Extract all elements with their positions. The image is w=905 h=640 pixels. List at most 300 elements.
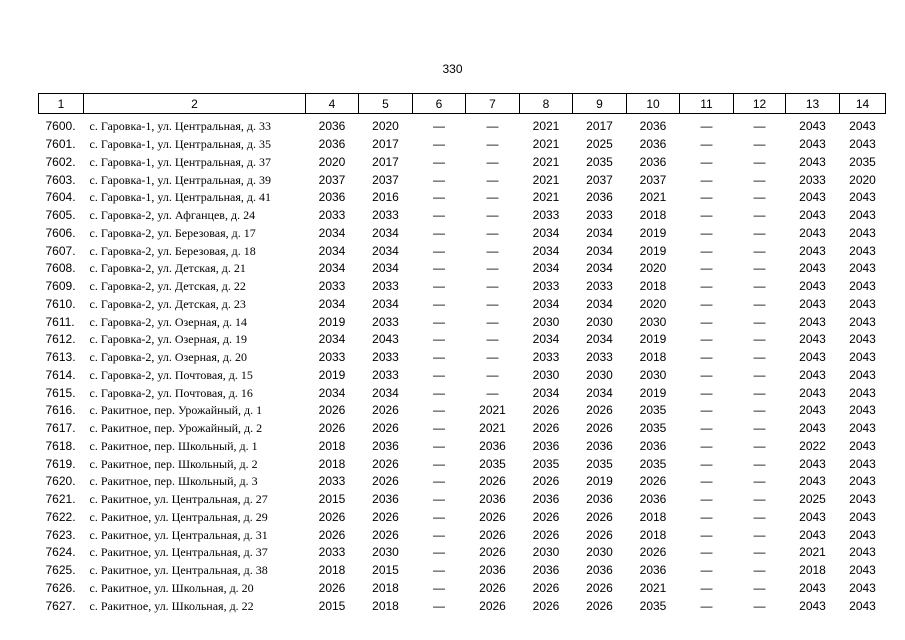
year-cell: 2043: [849, 563, 876, 578]
year-cell: 2034: [372, 243, 399, 258]
year-cell: —: [700, 190, 713, 205]
year-cell: 2026: [318, 403, 346, 418]
year-cell: —: [700, 119, 713, 134]
year-cell: —: [753, 296, 766, 311]
address-cell: с. Ракитное, ул. Школьная, д. 22: [89, 598, 254, 613]
address-cell: с. Гаровка-2, ул. Березовая, д. 17: [89, 225, 256, 240]
row-number-cell: 7626.: [45, 580, 76, 595]
table-row: [39, 225, 886, 243]
year-cell: 2034: [532, 296, 560, 311]
year-cell: 2036: [639, 438, 667, 453]
table-row: [39, 154, 886, 172]
year-cell: 2030: [532, 545, 560, 560]
year-cell: 2043: [799, 456, 826, 471]
year-cell: 2034: [586, 296, 613, 311]
year-cell: —: [433, 279, 445, 294]
row-number-cell: 7600.: [45, 119, 76, 134]
year-cell: 2021: [639, 190, 667, 205]
year-cell: 2036: [639, 492, 667, 507]
year-cell: 2033: [372, 367, 399, 382]
year-cell: —: [700, 598, 713, 613]
year-cell: 2030: [586, 545, 613, 560]
year-cell: 2026: [479, 545, 506, 560]
year-cell: —: [433, 474, 445, 489]
year-cell: 2043: [799, 385, 826, 400]
year-cell: 2043: [799, 190, 826, 205]
year-cell: —: [753, 243, 766, 258]
year-cell: —: [433, 225, 445, 240]
column-header: 12: [734, 94, 786, 114]
year-cell: 2034: [532, 261, 560, 276]
year-cell: 2043: [849, 261, 876, 276]
year-cell: —: [486, 154, 499, 169]
row-number-cell: 7627.: [45, 598, 76, 613]
year-cell: 2043: [849, 492, 876, 507]
year-cell: 2033: [799, 172, 826, 187]
year-cell: 2034: [318, 296, 346, 311]
year-cell: —: [486, 314, 499, 329]
table-row: [39, 597, 886, 615]
year-cell: —: [486, 367, 499, 382]
year-cell: —: [486, 225, 499, 240]
row-number-cell: 7601.: [45, 137, 76, 152]
row-number-cell: 7619.: [45, 456, 76, 471]
year-cell: 2030: [586, 314, 613, 329]
year-cell: 2036: [532, 492, 560, 507]
year-cell: 2033: [372, 314, 399, 329]
year-cell: 2030: [639, 314, 667, 329]
year-cell: —: [433, 545, 445, 560]
year-cell: 2020: [318, 154, 346, 169]
year-cell: 2026: [479, 509, 506, 524]
year-cell: —: [700, 225, 713, 240]
year-cell: 2018: [639, 208, 667, 223]
table-row: [39, 260, 886, 278]
row-number-cell: 7616.: [45, 403, 76, 418]
year-cell: 2037: [372, 172, 399, 187]
year-cell: —: [433, 208, 445, 223]
year-cell: 2021: [532, 119, 560, 134]
year-cell: 2036: [586, 492, 613, 507]
year-cell: 2043: [799, 403, 826, 418]
year-cell: 2043: [799, 421, 826, 436]
year-cell: 2021: [479, 403, 506, 418]
year-cell: 2026: [318, 580, 346, 595]
year-cell: —: [753, 261, 766, 276]
year-cell: —: [700, 563, 713, 578]
row-number-cell: 7617.: [45, 421, 76, 436]
year-cell: —: [486, 279, 499, 294]
year-cell: 2026: [479, 580, 506, 595]
year-cell: 2026: [532, 598, 560, 613]
year-cell: 2043: [799, 296, 826, 311]
year-cell: —: [753, 598, 766, 613]
year-cell: —: [753, 350, 766, 365]
year-cell: 2036: [479, 492, 506, 507]
address-cell: с. Ракитное, пер. Школьный, д. 2: [89, 456, 258, 471]
year-cell: 2033: [586, 208, 613, 223]
table-row: [39, 473, 886, 491]
year-cell: 2034: [586, 243, 613, 258]
year-cell: 2034: [318, 332, 346, 347]
year-cell: 2021: [532, 172, 560, 187]
year-cell: 2033: [372, 350, 399, 365]
row-number-cell: 7604.: [45, 190, 76, 205]
year-cell: 2019: [318, 314, 346, 329]
year-cell: 2043: [849, 456, 876, 471]
address-cell: с. Ракитное, пер. Школьный, д. 1: [89, 438, 258, 453]
year-cell: 2036: [532, 563, 560, 578]
year-cell: —: [753, 314, 766, 329]
year-cell: —: [486, 350, 499, 365]
year-cell: 2034: [586, 332, 613, 347]
year-cell: 2018: [318, 563, 346, 578]
year-cell: 2026: [532, 509, 560, 524]
year-cell: 2043: [849, 119, 876, 134]
address-cell: с. Гаровка-1, ул. Центральная, д. 35: [89, 137, 271, 152]
year-cell: 2034: [372, 385, 399, 400]
year-cell: —: [700, 261, 713, 276]
year-cell: —: [700, 137, 713, 152]
year-cell: —: [700, 367, 713, 382]
year-cell: 2021: [799, 545, 826, 560]
year-cell: —: [433, 119, 445, 134]
year-cell: —: [753, 172, 766, 187]
address-cell: с. Ракитное, пер. Урожайный, д. 1: [89, 403, 263, 418]
year-cell: —: [753, 154, 766, 169]
year-cell: 2035: [532, 456, 560, 471]
year-cell: —: [486, 208, 499, 223]
year-cell: 2015: [372, 563, 399, 578]
column-header: 2: [84, 94, 306, 114]
year-cell: 2026: [639, 545, 667, 560]
table-row: [39, 207, 886, 225]
row-number-cell: 7620.: [45, 474, 76, 489]
year-cell: 2026: [318, 527, 346, 542]
year-cell: —: [433, 243, 445, 258]
year-cell: 2026: [532, 527, 560, 542]
year-cell: 2043: [799, 598, 826, 613]
year-cell: 2036: [639, 137, 667, 152]
table-header-row: [39, 94, 886, 114]
year-cell: —: [753, 385, 766, 400]
row-number-cell: 7610.: [45, 296, 76, 311]
year-cell: 2043: [849, 190, 876, 205]
address-cell: с. Гаровка-2, ул. Озерная, д. 20: [89, 350, 247, 365]
year-cell: 2043: [799, 243, 826, 258]
row-number-cell: 7609.: [45, 279, 76, 294]
address-cell: с. Ракитное, ул. Центральная, д. 29: [89, 509, 268, 524]
table-body: [39, 114, 886, 616]
year-cell: —: [700, 332, 713, 347]
year-cell: 2021: [532, 154, 560, 169]
year-cell: 2043: [799, 261, 826, 276]
year-cell: 2043: [849, 332, 876, 347]
year-cell: —: [433, 456, 445, 471]
year-cell: 2033: [372, 279, 399, 294]
year-cell: 2026: [532, 403, 560, 418]
year-cell: 2043: [849, 421, 876, 436]
year-cell: 2043: [799, 208, 826, 223]
address-cell: с. Гаровка-2, ул. Афганцев, д. 24: [89, 208, 256, 223]
year-cell: 2043: [799, 509, 826, 524]
year-cell: —: [700, 296, 713, 311]
year-cell: 2036: [586, 190, 613, 205]
year-cell: 2020: [639, 296, 667, 311]
column-header: 9: [573, 94, 627, 114]
year-cell: 2018: [318, 438, 346, 453]
address-cell: с. Ракитное, ул. Центральная, д. 38: [89, 563, 268, 578]
year-cell: —: [433, 527, 445, 542]
year-cell: 2018: [639, 509, 667, 524]
year-cell: —: [753, 119, 766, 134]
year-cell: 2043: [849, 509, 876, 524]
year-cell: 2026: [532, 421, 560, 436]
year-cell: 2022: [799, 438, 826, 453]
year-cell: 2025: [586, 137, 613, 152]
year-cell: —: [700, 314, 713, 329]
row-number-cell: 7605.: [45, 208, 76, 223]
year-cell: —: [753, 456, 766, 471]
year-cell: 2015: [318, 492, 346, 507]
column-header: 4: [306, 94, 359, 114]
year-cell: —: [700, 172, 713, 187]
year-cell: —: [433, 154, 445, 169]
year-cell: —: [753, 367, 766, 382]
year-cell: 2030: [372, 545, 399, 560]
year-cell: —: [753, 137, 766, 152]
year-cell: —: [700, 527, 713, 542]
year-cell: 2026: [586, 403, 613, 418]
year-cell: —: [700, 385, 713, 400]
year-cell: 2034: [318, 243, 346, 258]
column-header: 13: [786, 94, 840, 114]
year-cell: —: [486, 172, 499, 187]
row-number-cell: 7613.: [45, 350, 76, 365]
year-cell: 2021: [639, 580, 667, 595]
year-cell: —: [433, 403, 445, 418]
year-cell: 2026: [586, 421, 613, 436]
year-cell: 2030: [639, 367, 667, 382]
year-cell: —: [700, 456, 713, 471]
year-cell: 2034: [532, 385, 560, 400]
year-cell: 2043: [799, 367, 826, 382]
year-cell: —: [433, 438, 445, 453]
year-cell: 2043: [849, 225, 876, 240]
year-cell: 2026: [318, 421, 346, 436]
table-row: [39, 189, 886, 207]
year-cell: 2035: [849, 154, 876, 169]
year-cell: 2026: [479, 474, 506, 489]
year-cell: 2034: [586, 261, 613, 276]
year-cell: 2043: [799, 225, 826, 240]
year-cell: 2019: [639, 243, 667, 258]
table-row: [39, 278, 886, 296]
year-cell: 2043: [849, 243, 876, 258]
row-number-cell: 7603.: [45, 172, 76, 187]
row-number-cell: 7606.: [45, 225, 76, 240]
column-header: 8: [520, 94, 573, 114]
year-cell: —: [433, 137, 445, 152]
row-number-cell: 7607.: [45, 243, 76, 258]
table-row: [39, 331, 886, 349]
year-cell: 2026: [586, 598, 613, 613]
year-cell: 2035: [639, 598, 667, 613]
year-cell: —: [700, 154, 713, 169]
address-cell: с. Гаровка-2, ул. Детская, д. 22: [89, 279, 246, 294]
column-header: 11: [680, 94, 734, 114]
year-cell: 2026: [318, 509, 346, 524]
year-cell: 2021: [532, 137, 560, 152]
year-cell: —: [486, 137, 499, 152]
column-header: 10: [627, 94, 680, 114]
year-cell: 2019: [639, 332, 667, 347]
year-cell: —: [700, 492, 713, 507]
table-row: [39, 384, 886, 402]
year-cell: 2026: [532, 474, 560, 489]
address-cell: с. Ракитное, ул. Центральная, д. 27: [89, 492, 268, 507]
year-cell: 2018: [372, 598, 399, 613]
column-header: 6: [413, 94, 466, 114]
address-cell: с. Гаровка-1, ул. Центральная, д. 33: [89, 119, 271, 134]
column-header: 5: [359, 94, 413, 114]
year-cell: —: [753, 545, 766, 560]
year-cell: 2036: [479, 438, 506, 453]
year-cell: —: [486, 261, 499, 276]
row-number-cell: 7612.: [45, 332, 76, 347]
year-cell: 2017: [586, 119, 613, 134]
table-row: [39, 171, 886, 189]
table-row: [39, 526, 886, 544]
year-cell: 2026: [532, 580, 560, 595]
year-cell: —: [433, 350, 445, 365]
row-number-cell: 7608.: [45, 261, 76, 276]
address-cell: с. Гаровка-2, ул. Озерная, д. 14: [89, 314, 247, 329]
address-cell: с. Гаровка-2, ул. Детская, д. 23: [89, 296, 246, 311]
year-cell: 2034: [372, 296, 399, 311]
year-cell: 2043: [849, 208, 876, 223]
year-cell: 2034: [372, 261, 399, 276]
year-cell: 2018: [372, 580, 399, 595]
year-cell: 2036: [479, 563, 506, 578]
year-cell: —: [700, 208, 713, 223]
table-row: [39, 509, 886, 527]
year-cell: 2025: [799, 492, 826, 507]
year-cell: —: [753, 492, 766, 507]
year-cell: 2036: [532, 438, 560, 453]
year-cell: 2035: [586, 154, 613, 169]
year-cell: 2043: [849, 367, 876, 382]
table-row: [39, 544, 886, 562]
year-cell: 2026: [586, 580, 613, 595]
year-cell: 2020: [372, 119, 399, 134]
year-cell: —: [753, 509, 766, 524]
year-cell: 2043: [799, 314, 826, 329]
year-cell: 2033: [318, 350, 346, 365]
year-cell: 2043: [799, 350, 826, 365]
year-cell: 2043: [799, 137, 826, 152]
year-cell: 2018: [639, 350, 667, 365]
year-cell: 2034: [532, 243, 560, 258]
year-cell: —: [753, 403, 766, 418]
year-cell: 2036: [372, 492, 399, 507]
year-cell: —: [753, 190, 766, 205]
year-cell: 2034: [586, 225, 613, 240]
year-cell: 2036: [318, 119, 346, 134]
year-cell: 2033: [318, 208, 346, 223]
year-cell: 2036: [639, 563, 667, 578]
year-cell: 2033: [318, 474, 346, 489]
year-cell: —: [753, 225, 766, 240]
address-cell: с. Гаровка-2, ул. Озерная, д. 19: [89, 332, 247, 347]
year-cell: 2043: [849, 580, 876, 595]
year-cell: 2016: [372, 190, 399, 205]
year-cell: —: [700, 545, 713, 560]
year-cell: 2019: [639, 225, 667, 240]
year-cell: —: [433, 421, 445, 436]
address-cell: с. Гаровка-1, ул. Центральная, д. 41: [89, 190, 271, 205]
table-row: [39, 114, 886, 136]
address-cell: с. Ракитное, пер. Школьный, д. 3: [89, 474, 258, 489]
row-number-cell: 7618.: [45, 438, 76, 453]
year-cell: 2037: [639, 172, 667, 187]
year-cell: 2020: [639, 261, 667, 276]
year-cell: 2026: [372, 456, 399, 471]
year-cell: —: [700, 474, 713, 489]
year-cell: —: [753, 421, 766, 436]
year-cell: —: [433, 598, 445, 613]
address-cell: с. Ракитное, ул. Школьная, д. 20: [89, 580, 254, 595]
year-cell: 2033: [318, 279, 346, 294]
year-cell: —: [486, 385, 499, 400]
year-cell: —: [433, 385, 445, 400]
year-cell: 2030: [586, 367, 613, 382]
year-cell: 2026: [479, 598, 506, 613]
year-cell: —: [753, 563, 766, 578]
year-cell: 2019: [639, 385, 667, 400]
year-cell: 2015: [318, 598, 346, 613]
year-cell: 2026: [372, 509, 399, 524]
repair-schedule-table: [38, 93, 886, 615]
year-cell: 2043: [849, 527, 876, 542]
year-cell: 2017: [372, 137, 399, 152]
year-cell: 2018: [318, 456, 346, 471]
year-cell: —: [433, 332, 445, 347]
row-number-cell: 7614.: [45, 367, 76, 382]
year-cell: 2035: [586, 456, 613, 471]
year-cell: 2019: [318, 367, 346, 382]
year-cell: 2018: [799, 563, 826, 578]
table-row: [39, 420, 886, 438]
year-cell: —: [700, 403, 713, 418]
row-number-cell: 7625.: [45, 563, 76, 578]
year-cell: —: [700, 350, 713, 365]
year-cell: 2033: [532, 208, 560, 223]
row-number-cell: 7615.: [45, 385, 76, 400]
year-cell: —: [700, 421, 713, 436]
year-cell: 2043: [799, 580, 826, 595]
year-cell: —: [753, 580, 766, 595]
year-cell: 2034: [372, 225, 399, 240]
row-number-cell: 7623.: [45, 527, 76, 542]
year-cell: 2043: [372, 332, 399, 347]
year-cell: —: [433, 314, 445, 329]
table-row: [39, 296, 886, 314]
year-cell: 2036: [318, 190, 346, 205]
table-row: [39, 242, 886, 260]
year-cell: 2043: [849, 137, 876, 152]
year-cell: —: [753, 527, 766, 542]
